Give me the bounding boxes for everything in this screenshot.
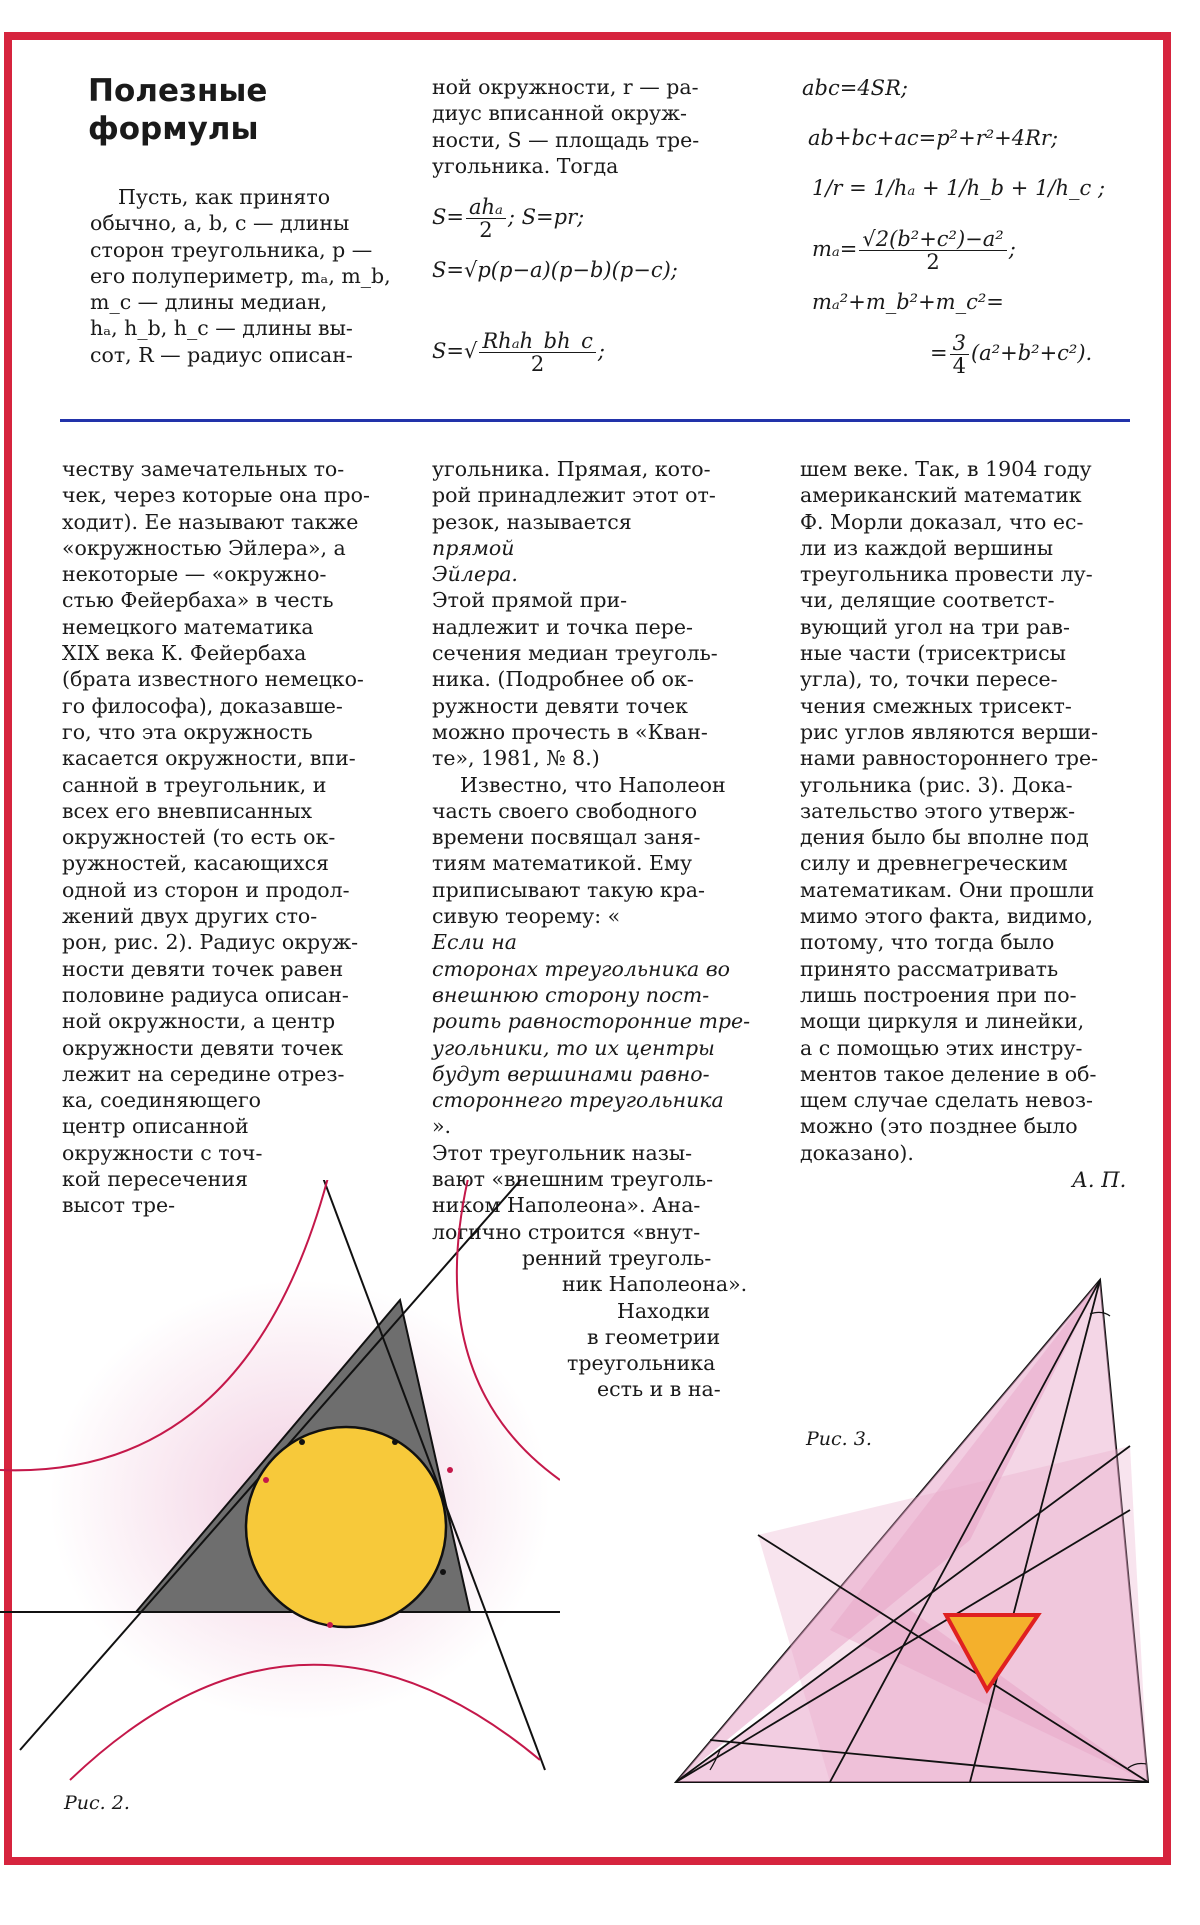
article-col1-line: жений двух других сто-	[62, 904, 318, 929]
formula-median-squares-result	[930, 332, 1092, 377]
article-col2b-line: треугольника	[567, 1351, 716, 1376]
fig2-point	[392, 1439, 398, 1445]
article-col2b-line: Известно, что Наполеон	[460, 772, 726, 797]
intro-col2-line: ной окружности, r — ра-	[432, 75, 699, 99]
article-col1-line: окружности с точ-	[62, 1140, 263, 1165]
article-column-1	[62, 456, 394, 1219]
article-col1-line: «окружностью Эйлера», а	[62, 535, 346, 560]
article-col2b-line: приписывают такую кра-	[432, 877, 705, 902]
intro-col1-line: сот, R — радиус описан-	[90, 342, 353, 367]
article-col2a-line: ружности девяти точек	[432, 693, 688, 718]
formula-s1-rest: ; S=pr;	[507, 205, 585, 229]
article-col2b-line: логично строится «внут-	[432, 1219, 701, 1244]
article-col1-line: ходит). Ее называют также	[62, 509, 359, 534]
article-col2b-line: времени посвящал заня-	[432, 825, 701, 850]
article-col2b-line: сивую теорему: «	[432, 904, 621, 929]
article-col1-line: честву замечательных то-	[62, 457, 345, 481]
article-col1-line: центр описанной	[62, 1114, 249, 1139]
article-col2a-line: резок, называется	[432, 509, 632, 534]
article-col2b-line: роить равносторонние тре-	[432, 1009, 751, 1034]
article-col1-line: кой пересечения	[62, 1167, 248, 1192]
article-col2a-line: Эйлера.	[432, 562, 518, 587]
article-col2b-line: Если на	[432, 930, 517, 955]
article-col2b-line: ник Наполеона».	[562, 1272, 748, 1297]
article-col3-line: Ф. Морли доказал, что ес-	[800, 509, 1084, 534]
intro-col2-line: диус вписанной окруж-	[432, 101, 687, 126]
fig2-point	[299, 1439, 305, 1445]
article-col1-line: всех его вневписанных	[62, 798, 313, 823]
article-col2a-line: прямой	[432, 535, 515, 560]
article-col1-line: (брата известного немецко-	[62, 667, 364, 692]
fig2-point	[447, 1467, 453, 1473]
article-col1-line: одной из сторон и продол-	[62, 877, 350, 902]
article-col2a-line: Этой прямой при-	[432, 588, 628, 613]
article-col2b-line: сторонах треугольника во	[432, 956, 730, 981]
article-col1-line: немецкого математика	[62, 614, 314, 639]
formula-s1-denominator: 2	[479, 218, 493, 242]
article-col1-line: ружностей, касающихся	[62, 851, 329, 876]
article-col1-line: некоторые — «окружно-	[62, 562, 327, 587]
figure-3-caption: Рис. 3.	[806, 1428, 872, 1450]
formula-r6-numerator: 3	[950, 332, 969, 355]
article-column-2-part-a	[432, 456, 768, 772]
article-col3-line: зательство этого утверж-	[800, 798, 1076, 823]
fig2-point	[440, 1569, 446, 1575]
article-col2b-line: часть своего свободного	[432, 798, 698, 823]
article-col3-line: рис углов являются верши-	[800, 719, 1099, 744]
formula-abc: abc=4SR;	[802, 76, 908, 100]
article-col3-line: доказано).	[800, 1140, 914, 1165]
intro-col1-line: Пусть, как принято	[118, 185, 331, 209]
formula-area-3	[432, 330, 605, 375]
article-col1-line: го философа), доказавше-	[62, 693, 343, 718]
figure-3	[670, 1270, 1160, 1790]
article-col1-line: лежит на середине отрез-	[62, 1061, 345, 1086]
article-col1-line: го, что эта окружность	[62, 719, 313, 744]
article-col2b-line: будут вершинами равно-	[432, 1061, 710, 1086]
formula-r6-lhs: =	[930, 341, 948, 365]
article-col2b-line: ».	[432, 1114, 452, 1139]
article-col2b-line: Находки	[617, 1298, 711, 1323]
article-col3-line: математикам. Они прошли	[800, 877, 1095, 902]
article-col2a-line: ника. (Подробнее об ок-	[432, 667, 694, 692]
page-title	[88, 72, 267, 148]
article-col3-line: вующий угол на три рав-	[800, 614, 1070, 639]
article-col2b-line: ником Наполеона». Ана-	[432, 1193, 701, 1218]
intro-col1-line: сторон треугольника, p —	[90, 237, 373, 262]
article-col3-line: лишь построения при по-	[800, 982, 1077, 1007]
formula-r6-denominator: 4	[952, 354, 966, 378]
article-col3-line: угольника (рис. 3). Дока-	[800, 772, 1073, 797]
formula-median	[812, 228, 1016, 273]
formula-sum-products: ab+bc+ac=p²+r²+4Rr;	[808, 126, 1059, 150]
article-col3-line: треугольника провести лу-	[800, 562, 1093, 587]
formula-r6-rest: (a²+b²+c²).	[970, 341, 1093, 365]
article-col1-line: санной в треугольник, и	[62, 772, 327, 797]
formula-s1-lhs: S=	[432, 205, 464, 229]
article-col3-line: угла), то, точки пересе-	[800, 667, 1058, 692]
article-col1-line: высот тре-	[62, 1193, 176, 1218]
formula-median-lhs: mₐ=	[812, 237, 858, 261]
article-col1-line: окружности девяти точек	[62, 1035, 344, 1060]
fig2-point	[263, 1477, 269, 1483]
article-col2b-line: тиям математикой. Ему	[432, 851, 693, 876]
formula-s1-numerator: ahₐ	[466, 196, 506, 219]
intro-col1-line: m_c — длины медиан,	[90, 290, 328, 315]
fig2-point	[327, 1622, 333, 1628]
article-col3-line: американский математик	[800, 483, 1082, 508]
author-signature: А. П.	[1072, 1168, 1127, 1192]
formula-s3-lhs: S=√	[432, 339, 478, 363]
article-col3-line: потому, что тогда было	[800, 930, 1055, 955]
article-col1-line: чек, через которые она про-	[62, 483, 370, 508]
article-col3-line: чи, делящие соответст-	[800, 588, 1055, 613]
article-col2a-line: рой принадлежит этот от-	[432, 483, 716, 508]
article-col2b-line: стороннего треугольника	[432, 1088, 724, 1113]
article-col1-line: ности девяти точек равен	[62, 956, 344, 981]
section-divider	[60, 419, 1130, 422]
intro-col2-line: угольника. Тогда	[432, 153, 619, 178]
article-col1-line: половине радиуса описан-	[62, 982, 349, 1007]
article-col3-line: шем веке. Так, в 1904 году	[800, 457, 1092, 481]
article-col3-line: мимо этого факта, видимо,	[800, 904, 1094, 929]
intro-column-1	[90, 184, 396, 368]
article-col2b-line: угольники, то их центры	[432, 1035, 715, 1060]
article-col3-line: силу и древнегреческим	[800, 851, 1068, 876]
article-col2b-line: в геометрии	[587, 1324, 721, 1349]
article-column-3	[800, 456, 1142, 1166]
article-col3-line: ментов такое деление в об-	[800, 1061, 1097, 1086]
formula-median-numerator: √2(b²+c²)−a²	[859, 228, 1006, 251]
article-col3-line: можно (это позднее было	[800, 1114, 1078, 1139]
formula-median-rest: ;	[1008, 237, 1016, 261]
article-col3-line: дения было бы вполне под	[800, 825, 1089, 850]
title-line-2: формулы	[88, 111, 259, 147]
article-col2b-line: ренний треуголь-	[522, 1245, 712, 1270]
article-col3-line: нами равностороннего тре-	[800, 746, 1099, 771]
formula-area-heron: S=√p(p−a)(p−b)(p−c);	[432, 258, 678, 282]
formula-s3-numerator: Rhₐh_bh_c	[479, 330, 595, 353]
figure-2	[0, 1180, 560, 1790]
article-col1-line: рон, рис. 2). Радиус окруж-	[62, 930, 359, 955]
formula-area-1	[432, 196, 584, 241]
intro-col1-line: обычно, a, b, c — длины	[90, 211, 350, 236]
intro-col1-line: hₐ, h_b, h_c — длины вы-	[90, 316, 353, 341]
formula-reciprocals: 1/r = 1/hₐ + 1/h_b + 1/h_c ;	[812, 176, 1106, 200]
article-col1-line: касается окружности, впи-	[62, 746, 356, 771]
article-col3-line: а с помощью этих инстру-	[800, 1035, 1083, 1060]
formula-s3-denominator: 2	[530, 352, 545, 376]
formula-median-denominator: 2	[926, 250, 940, 274]
article-col1-line: стью Фейербаха» в честь	[62, 588, 334, 613]
article-col1-line: ка, соединяющего	[62, 1088, 262, 1113]
article-col3-line: мощи циркуля и линейки,	[800, 1009, 1085, 1034]
figure-2-caption: Рис. 2.	[64, 1792, 130, 1814]
article-col1-line: ной окружности, а центр	[62, 1009, 336, 1034]
fig2-nine-point-circle	[246, 1427, 446, 1627]
article-col3-line: щем случае сделать невоз-	[800, 1088, 1093, 1113]
article-col2a-line: угольника. Прямая, кото-	[432, 457, 711, 481]
article-col2b-line: внешнюю сторону пост-	[432, 982, 710, 1007]
article-col2a-line: надлежит и точка пере-	[432, 614, 693, 639]
intro-col2-line: ности, S — площадь тре-	[432, 127, 700, 152]
intro-col1-line: его полупериметр, mₐ, m_b,	[90, 263, 391, 288]
article-col2a-line: те», 1981, № 8.)	[432, 746, 600, 771]
article-col3-line: ли из каждой вершины	[800, 535, 1054, 560]
article-col2a-line: можно прочесть в «Кван-	[432, 719, 708, 744]
formula-median-squares: mₐ²+m_b²+m_c²=	[812, 290, 1004, 314]
formula-s3-rest: ;	[597, 339, 605, 363]
article-col3-line: принято рассматривать	[800, 956, 1059, 981]
article-col1-line: XIX века К. Фейербаха	[62, 641, 307, 666]
article-col2b-line: есть и в на-	[597, 1377, 721, 1402]
article-col3-line: ные части (трисектрисы	[800, 641, 1066, 666]
intro-column-2	[432, 74, 762, 179]
article-col1-line: окружностей (то есть ок-	[62, 825, 336, 850]
title-line-1: Полезные	[88, 73, 268, 109]
article-col2a-line: сечения медиан треуголь-	[432, 641, 718, 666]
article-col2b-line: Этот треугольник назы-	[432, 1140, 693, 1165]
article-col2b-line: вают «внешним треуголь-	[432, 1167, 714, 1192]
article-col3-line: чения смежных трисект-	[800, 693, 1072, 718]
